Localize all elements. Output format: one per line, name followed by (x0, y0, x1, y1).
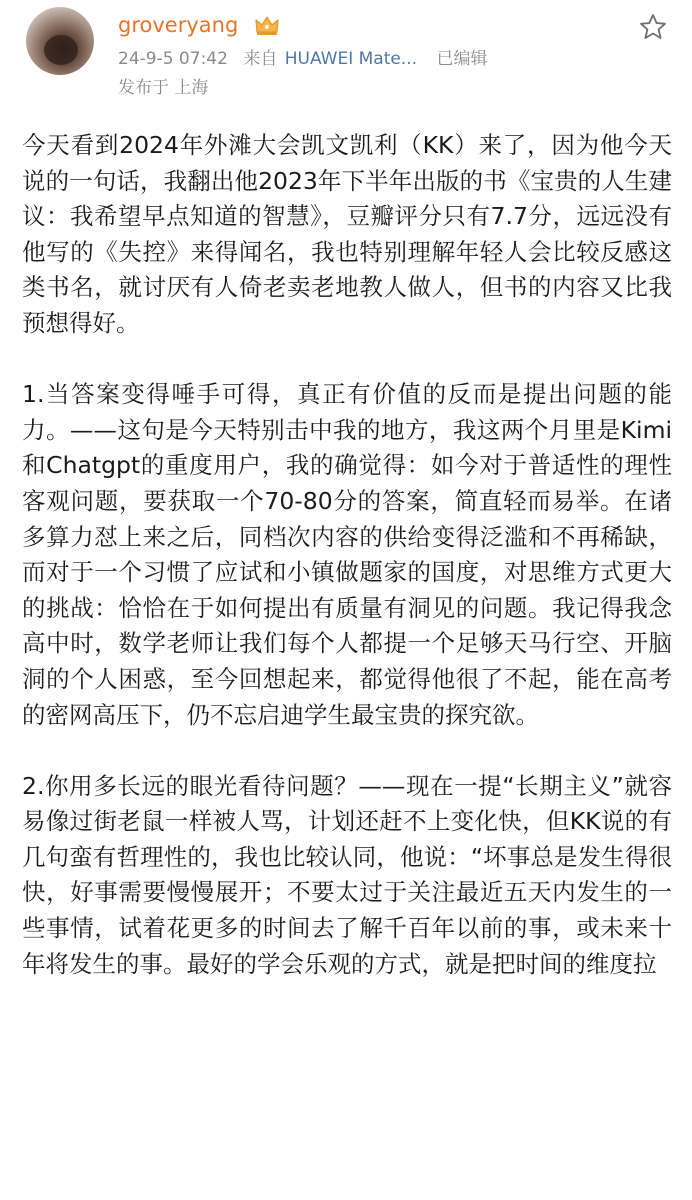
post-paragraph: 2.你用多长远的眼光看待问题？——现在一提“长期主义”就容易像过街老鼠一样被人骂，计划还赶不上变化快，但KK说的有几句蛮有哲理性的，我也比较认同，他说：“坏事总是发生得很快，好事需要慢慢展开；不要太过于关注最近五天内发生的一些事情，试着花更多的时间去了解千百年以前的事，或未来十年将发生的事。最好的学会乐观的方式，就是把时间的维度拉 (22, 771, 672, 978)
crown-icon (254, 14, 280, 36)
avatar[interactable] (26, 7, 94, 75)
post-content (22, 128, 672, 1018)
author-username[interactable]: groveryang (118, 13, 239, 37)
star-icon[interactable] (638, 12, 668, 42)
source-device-link[interactable]: HUAWEI Mate... (284, 49, 418, 69)
post-location: 发布于 上海 (118, 78, 209, 98)
avatar-shading (44, 35, 78, 65)
post-header (0, 0, 692, 112)
source-prefix: 来自 (243, 49, 278, 69)
edited-label[interactable]: 已编辑 (436, 49, 488, 69)
post-meta (118, 48, 497, 70)
post-paragraph: 1.当答案变得唾手可得，真正有价值的反而是提出问题的能力。——这句是今天特别击中我的地方，我这两个月里是Kimi和Chatgpt的重度用户，我的确觉得：如今对于普适性的理性客观问题，要获取一个70-80分的答案，简直轻而易举。在诸多算力怼上来之后，同档次内容的供给变得泛滥和不再稀缺，而对于一个习惯了应试和小镇做题家的国度，对思维方式更大的挑战：恰恰在于如何提出有质量有洞见的问题。我记得我念高中时，数学老师让我们每个人都提一个足够天马行空、开脑洞的个人困惑，至今回想起来，都觉得他很了不起，能在高考的密网高压下，仍不忘启迪学生最宝贵的探究欲。 (22, 380, 672, 729)
post-date: 24-9-5 07:42 (118, 49, 228, 69)
post-paragraph: 今天看到2024年外滩大会凯文凯利（KK）来了，因为他今天说的一句话，我翻出他2023年下半年出版的书《宝贵的人生建议：我希望早点知道的智慧》，豆瓣评分只有7.7分，远远没有他写的《失控》来得闻名，我也特别理解年轻人会比较反感这类书名，就讨厌有人倚老卖老地教人做人，但书的内容又比我预想得好。 (22, 131, 672, 337)
